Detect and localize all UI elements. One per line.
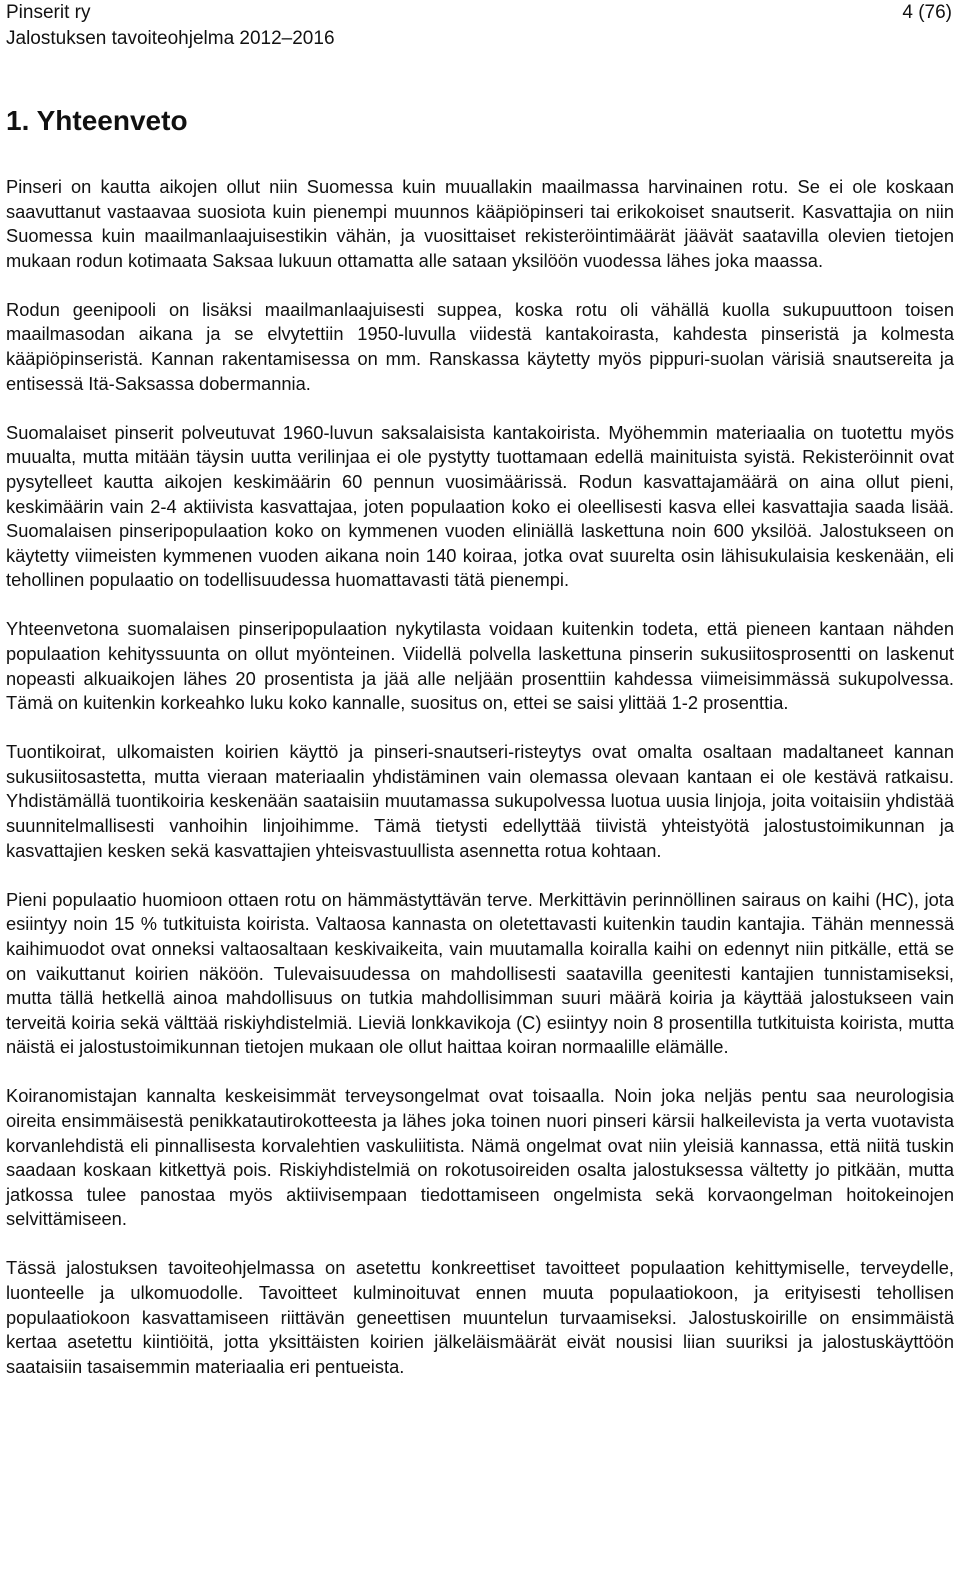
paragraph-8: Tässä jalostuksen tavoiteohjelmassa on asetettu konkreettiset tavoitteet populaation kehittymiselle, terveydelle, luonteelle ja ulkomuodolle. Tavoitteet kulminoituvat ennen muuta populaatiokoon, ja erityisesti tehollisen populaatiokoon kasvattamiseen riittävän geneettisen muuntelun turvaamiseksi. Jalostuskoirille on ensimmäistä kertaa asetettu kiintiöitä, jotta yksittäisten koirien jälkeläismäärät eivät nousisi liian suuriksi ja jalostuskäyttöön saataisiin tasaisemmin materiaalia eri pentueista.	[6, 1257, 954, 1377]
paragraph-1: Pinseri on kautta aikojen ollut niin Suomessa kuin muuallakin maailmassa harvinainen rotu. Se ei ole koskaan saavuttanut vastaavaa suosiota kuin pienempi muunnos kääpiöpinseri tai erikokoiset snautserit. Kasvattajia on niin Suomessa kuin maailmanlaajuisestikin vähän, ja vuosittaiset rekisteröintimäärät jäävät saatavilla olevien tietojen mukaan rodun kotimaata Saksaa lukuun ottamatta alle sataan yksilöön vuodessa lähes joka maassa.	[6, 176, 954, 271]
paragraph-4: Yhteenvetona suomalaisen pinseripopulaation nykytilasta voidaan kuitenkin todeta, että pieneen kantaan nähden populaation kehityssuunta on ollut myönteinen. Viidellä polvella laskettuna pinserin sukusiitosprosentti on laskenut nopeasti alkuaikojen lähes 20 prosentista ja jää alle neljään prosenttiin kahdessa viimeisimmässä sukupolvessa. Tämä on kuitenkin korkeahko luku koko kannalle, suositus on, ettei se saisi ylittää 1-2 prosenttia.	[6, 618, 954, 714]
section-heading: 1. Yhteenveto	[6, 105, 188, 136]
document-body	[6, 175, 954, 1404]
paragraph-2: Rodun geenipooli on lisäksi maailmanlaajuisesti suppea, koska rotu oli vähällä kuolla sukupuuttoon toisen maailmasodan aikana ja se elvytettiin 1950-luvulla viidestä kantakoirasta, kahdesta pinseristä ja kolmesta kääpiöpinseristä. Kannan rakentamisessa on mm. Ranskassa käytetty myös pippuri-suolan värisiä snautsereita ja entisessä Itä-Saksassa dobermannia.	[6, 298, 954, 394]
paragraph-7: Koiranomistajan kannalta keskeisimmät terveysongelmat ovat toisaalla. Noin joka neljäs pentu saa neurologisia oireita ensimmäisestä penikkatautirokotteesta ja lähes joka toinen nuori pinseri kärsii halkeilevista ja verta vuotavista korvanlehdistä eli pinnallisesta korvalehtien vaskuliitista. Nämä ongelmat ovat niin yleisiä kannassa, että niitä tuskin saadaan koskaan kitkettyä pois. Riskiyhdistelmiä on rokotusoireiden osalta jalostuksessa vältetty jo pitkään, mutta jatkossa tulee panostaa myös aktiivisempaan tiedottamiseen ongelmista sekä korvaongelman hoitokeinojen selvittämiseen.	[6, 1085, 954, 1230]
page-header	[6, 0, 954, 52]
organization-name: Pinserit ry	[6, 2, 91, 23]
document-title: Jalostuksen tavoiteohjelma 2012–2016	[6, 28, 335, 49]
paragraph-6: Pieni populaatio huomioon ottaen rotu on hämmästyttävän terve. Merkittävin perinnöllinen sairaus on kaihi (HC), jota esiintyy noin 15 % tutkituista koirista. Valtaosa kannasta on oletettavasti kuitenkin taudin kantajia. Tähän mennessä kaihimuodot ovat onneksi valtaosaltaan keskivaikeita, vain muutamalla koiralla kaihi on edennyt niin pitkälle, että se on vaikuttanut koirien näköön. Tulevaisuudessa on mahdollisesti saatavilla geenitesti kantajien tunnistamiseksi, mutta tällä hetkellä ainoa mahdollisuus on tutkia mahdollisimman suuri määrä koiria ja käyttää jalostukseen vain terveitä koiria sekä välttää riskiyhdistelmiä. Lieviä lonkkavikoja (C) esiintyy noin 8 prosentilla tutkituista koirista, mutta näistä ei jalostustoimikunnan tietojen mukaan ole ollut haittaa koiran normaalille elämälle.	[6, 888, 954, 1058]
paragraph-3: Suomalaiset pinserit polveutuvat 1960-luvun saksalaisista kantakoirista. Myöhemmin materiaalia on tuotettu myös muualta, mutta mitään täysin uutta verilinjaa ei ole pystytty tuottamaan edellä mainituista syistä. Rekisteröinnit ovat pysytelleet kautta aikojen keskimäärin 60 pennun vuosimäärissä. Rodun kasvattajamäärä on aina ollut pieni, keskimäärin vain 2-4 aktiivista kasvattajaa, joten populaation koko ei oleellisesti kasva ellei kasvattajia saada lisää. Suomalaisen pinseripopulaation koko on kymmenen vuoden eliniällä laskettuna noin 600 yksilöä. Jalostukseen on käytetty viimeisten kymmenen vuoden aikana noin 140 koiraa, jotka ovat suurelta osin lähisukulaisia keskenään, eli tehollinen populaatio on todellisuudessa huomattavasti tätä pienempi.	[6, 421, 954, 591]
page-number: 4 (76)	[902, 2, 952, 23]
header-top-line	[6, 0, 954, 26]
paragraph-5: Tuontikoirat, ulkomaisten koirien käyttö ja pinseri-snautseri-risteytys ovat omalta osaltaan madaltaneet kannan sukusiitosastetta, mutta vieraan materiaalin yhdistäminen vain olemassa olevaan kantaan ei ole kestävä ratkaisu. Yhdistämällä tuontikoiria keskenään saataisiin muutamassa sukupolvessa luotua uusia linjoja, joita voitaisiin yhdistää suunnitelmallisesti vanhoihin linjoihimme. Tämä tietysti edellyttää tiivistä yhteistyötä jalostustoimikunnan ja kasvattajien kesken sekä kasvattajien yhteisvastuullista asennetta rotua kohtaan.	[6, 741, 954, 861]
header-bottom-line	[6, 26, 954, 52]
